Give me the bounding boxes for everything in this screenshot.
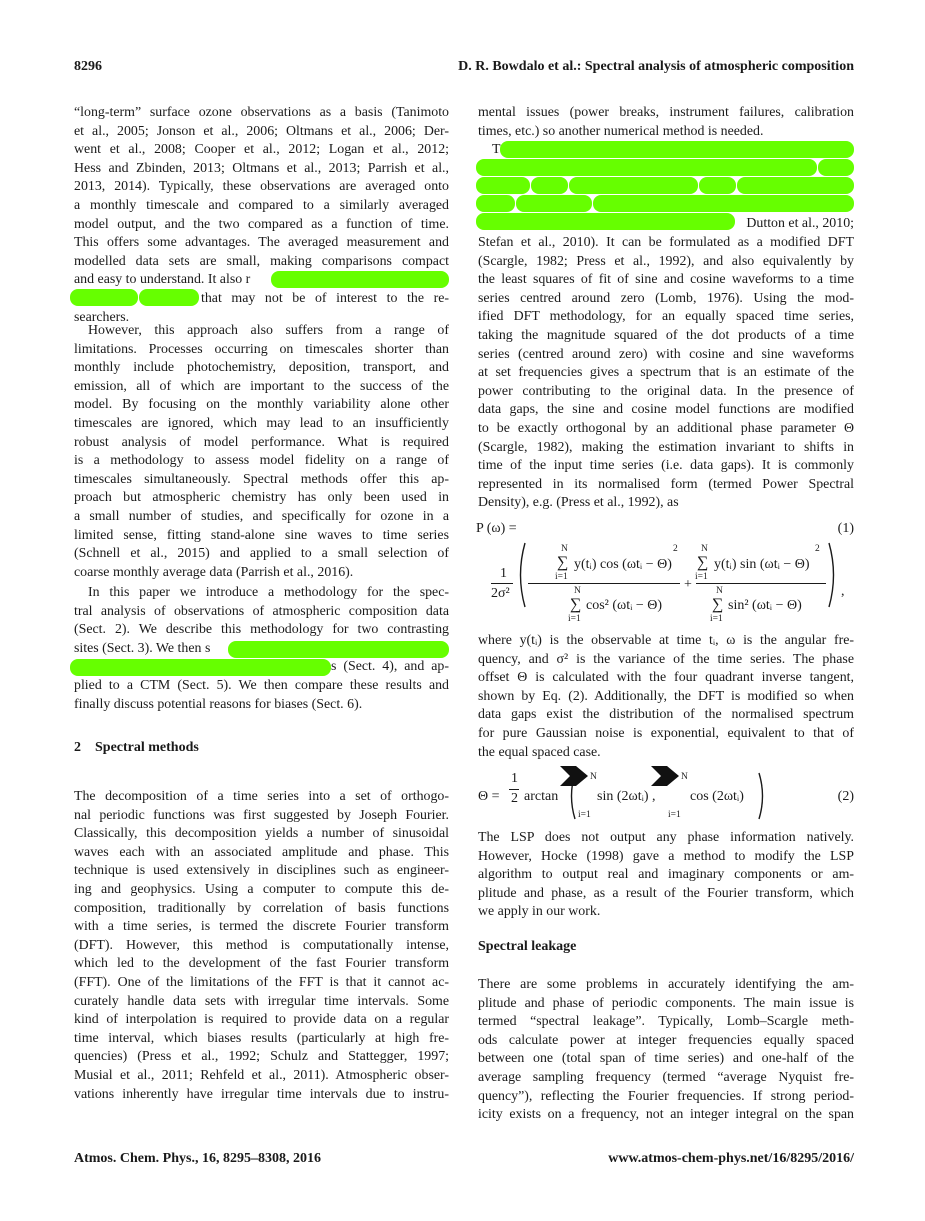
- eq1-denominator-1: cos² (ωtᵢ − Θ): [586, 598, 663, 613]
- text-line: average sampling frequency (termed “average Nyquist fre-: [478, 1070, 854, 1085]
- eq2-half-den: 2: [511, 791, 518, 806]
- text-line: Classically, this decomposition yields a number of sinusoidal: [74, 826, 449, 842]
- text-line: sites (Sect. 3). We then s: [74, 640, 211, 656]
- text-line: ified DFT methodology, for an equally spaced time series,: [478, 309, 854, 325]
- highlight-box: [70, 289, 138, 306]
- eq1-prefactor-den: 2σ²: [491, 586, 510, 601]
- text-line: which led to the development of the fast Fourier transform: [74, 956, 449, 972]
- highlight-box: [271, 271, 449, 288]
- text-line: quency”), reflecting the Fourier frequencies. If strong period-: [478, 1088, 854, 1104]
- highlight-box: [500, 141, 854, 158]
- text-line: plitude and phase, as a result of the Fourier transform, which: [478, 885, 854, 901]
- text-line: where y(tᵢ) is the observable at time tᵢ, ω is the angular fre-: [478, 633, 854, 648]
- highlight-box: [70, 659, 331, 676]
- eq1-number: (1): [837, 521, 854, 536]
- text-line: curately handle data sets with irregular time intervals. Some: [74, 993, 449, 1009]
- text-line: composition, traditionally by correlation of basis functions: [74, 900, 449, 916]
- text-line: plitude and phase of periodic components. The main issue is: [478, 995, 854, 1011]
- text-line: robust analysis of model performance. What is required: [74, 434, 449, 450]
- text-line: (Sect. 2). We describe this methodology for two contrasting: [74, 622, 449, 638]
- power: 2: [673, 544, 678, 554]
- text-line: and easy to understand. It also r: [74, 272, 251, 288]
- sum-upper: N: [681, 772, 688, 782]
- eq1-left-paren-icon: [515, 542, 527, 608]
- text-line: at set frequencies gives a spectrum that is an estimate of the: [478, 365, 854, 381]
- text-line: Dutton et al., 2010;: [746, 216, 854, 232]
- text-line: a small number of studies, and specifically for ozone in a: [74, 509, 449, 524]
- sum-glyph-icon: [560, 764, 590, 788]
- sum-lower: i=1: [695, 572, 708, 582]
- text-line: quencies) (Press et al., 1992; Schulz and Stattegger, 1997;: [74, 1049, 449, 1065]
- text-line: tral analysis of observations of atmospheric composition data: [74, 603, 449, 619]
- sum-upper: N: [716, 586, 723, 596]
- text-line: shown by Eq. (2). Additionally, the DFT is modified so when: [478, 688, 854, 704]
- eq2-term-1: sin (2ωtᵢ) ,: [597, 789, 656, 804]
- text-line: series centred around zero (Lomb, 1976). Using the mod-: [478, 290, 854, 306]
- text-line: This offers some advantages. The averaged measurement and: [74, 235, 449, 251]
- section-number: 2: [74, 740, 81, 755]
- sum-upper: N: [574, 586, 581, 596]
- text-line: times, etc.) so another numerical method is needed.: [478, 123, 764, 139]
- text-line: modelled data sets are small, making comparisons compact: [74, 253, 449, 269]
- text-line: algorithm to output real and imaginary components or am-: [478, 867, 854, 883]
- text-line: for pure Gaussian noise is exponential, equivalent to that of: [478, 726, 854, 741]
- text-line: is a methodology to assess model fidelity on a range of: [74, 453, 449, 469]
- highlight-box: [476, 213, 735, 230]
- eq1-prefactor-num: 1: [500, 566, 507, 581]
- section-heading: [74, 740, 199, 756]
- plus: +: [684, 577, 692, 592]
- eq1-lhs: P (ω) =: [476, 521, 517, 536]
- text-line: time of the input time series (i.e. data gaps). It is commonly: [478, 458, 854, 474]
- highlight-box: [569, 177, 698, 194]
- text-line: the least squares of fit of sine and cosine waveforms to a time: [478, 272, 854, 288]
- journal-citation: Atmos. Chem. Phys., 16, 8295–8308, 2016: [74, 1151, 321, 1166]
- sum-lower: i=1: [555, 572, 568, 582]
- text-line: There are some problems in accurately identifying the am-: [478, 977, 854, 992]
- text-line: limited sense, fitting stand-alone sine waves to time series: [74, 527, 449, 543]
- text-line: emission, all of which are important to the success of the: [74, 378, 449, 394]
- text-line: Stefan et al., 2010). It can be formulated as a modified DFT: [478, 235, 854, 250]
- running-title: D. R. Bowdalo et al.: Spectral analysis of atmospheric composition: [458, 59, 854, 74]
- subsection-heading: Spectral leakage: [478, 939, 577, 954]
- text-line: et al., 2005; Jonson et al., 2006; Oltmans et al., 2006; Der-: [74, 123, 449, 139]
- text-line: series (centred around zero) with cosine and sine waveforms: [478, 346, 854, 362]
- text-line: proach but atmospheric chemistry has only been used in: [74, 490, 449, 506]
- eq2-term-2: cos (2ωtᵢ): [690, 789, 744, 804]
- text-line: represented in its normalised form (termed Power Spectral: [478, 476, 854, 492]
- text-line: taking the magnitude squared of the dot products of a time: [478, 328, 854, 343]
- sum-upper: N: [561, 544, 568, 554]
- text-line: kind of interpolation is required to provide data on a regular: [74, 1012, 449, 1028]
- highlight-box: [228, 641, 449, 658]
- eq1-numerator-1: y(tᵢ) cos (ωtᵢ − Θ): [574, 557, 672, 572]
- eq2-arctan: arctan: [524, 789, 559, 804]
- sum-symbol: ∑: [570, 596, 582, 613]
- journal-url[interactable]: www.atmos-chem-phys.net/16/8295/2016/: [608, 1151, 854, 1166]
- text-line: that may not be of interest to the re-: [201, 291, 449, 306]
- text-line: vations inherently have irregular time intervals due to instru-: [74, 1086, 449, 1102]
- highlight-box: [699, 177, 736, 194]
- eq2-lhs: Θ =: [478, 789, 500, 804]
- text-line: model. By focusing on the monthly variability alone other: [74, 397, 449, 413]
- sum-lower: i=1: [578, 810, 591, 820]
- text-line: ing and geophysics. Using a computer to compute this de-: [74, 882, 449, 897]
- eq2-number: (2): [837, 789, 854, 804]
- text-line: The decomposition of a time series into a set of orthogo-: [74, 789, 449, 804]
- text-line: searchers.: [74, 309, 130, 325]
- sum-lower: i=1: [710, 614, 723, 624]
- text-line: timescales simultaneously. Spectral methods offer this ap-: [74, 471, 449, 487]
- sum-glyph-icon: [651, 764, 681, 788]
- sum-lower: i=1: [568, 614, 581, 624]
- text-line: (Scargle, 1982), making the estimation invariant to shifts in: [478, 439, 854, 455]
- highlight-box: [139, 289, 199, 306]
- text-line: s (Sect. 4), and ap-: [331, 659, 449, 675]
- text-line: 2013, 2014). Typically, these observations are averaged onto: [74, 179, 449, 195]
- text-line: the equal spaced case.: [478, 744, 601, 760]
- text-line: However, Hocke (1998) gave a method to modify the LSP: [478, 848, 854, 864]
- page-number: 8296: [74, 59, 102, 74]
- text-line: offset Θ is calculated with the four quadrant inverse tangent,: [478, 670, 854, 686]
- highlight-box: [818, 159, 854, 176]
- text-line: data gaps exist the distribution of the normalised spectrum: [478, 707, 854, 723]
- comma: ,: [841, 584, 845, 599]
- highlight-box: [593, 195, 854, 212]
- text-line: nal periodic functions was first suggested by Joseph Fourier.: [74, 807, 449, 823]
- eq2-right-paren-icon: [757, 772, 767, 820]
- text-line: went et al., 2008; Cooper et al., 2012; Logan et al., 2012;: [74, 142, 449, 158]
- text-line: ods calculate power at integer frequencies equally spaced: [478, 1032, 854, 1048]
- text-line: Density), e.g. (Press et al., 1992), as: [478, 495, 679, 511]
- sum-symbol: ∑: [712, 596, 724, 613]
- section-title: Spectral methods: [95, 740, 199, 755]
- highlight-box: [516, 195, 592, 212]
- text-line: we apply in our work.: [478, 904, 601, 920]
- text-line: Hess and Zbinden, 2013; Oltmans et al., 2013; Parrish et al.,: [74, 160, 449, 176]
- text-line: coarse monthly average data (Parrish et al., 2016).: [74, 564, 354, 580]
- text-line: with a time series, is termed the discrete Fourier transform: [74, 919, 449, 935]
- text-line: The LSP does not output any phase information natively.: [478, 830, 854, 845]
- text-line: “long-term” surface ozone observations as a basis (Tanimoto: [74, 105, 449, 120]
- sum-lower: i=1: [668, 810, 681, 820]
- eq2-half-num: 1: [511, 771, 518, 786]
- text-line: In this paper we introduce a methodology for the spec-: [88, 585, 449, 600]
- eq1-right-paren-icon: [827, 542, 839, 608]
- sum-upper: N: [701, 544, 708, 554]
- text-line: model output, and the two compared as a function of time.: [74, 216, 449, 232]
- text-line: timescales are ignored, which may lead to an insufficiently: [74, 416, 449, 431]
- text-line: time interval, which biases results (particularly at high fre-: [74, 1030, 449, 1046]
- text-line: (Scargle, 1982; Press et al., 1992), and also equivalently by: [478, 253, 854, 269]
- text-line: plied to a CTM (Sect. 5). We then compare these results and: [74, 678, 449, 693]
- highlight-box: [476, 177, 530, 194]
- text-line: quency, and σ² is the variance of the time series. The phase: [478, 651, 854, 667]
- text-line: limitations. Processes occurring on timescales shorter than: [74, 341, 449, 357]
- eq1-denominator-2: sin² (ωtᵢ − Θ): [728, 598, 802, 613]
- text-line: between one (total span of time series) and one-half of the: [478, 1051, 854, 1067]
- text-line: (Schnell et al., 2015) and applied to a small selection of: [74, 546, 449, 562]
- text-line: However, this approach also suffers from a range of: [88, 323, 449, 338]
- text-line: mental issues (power breaks, instrument failures, calibration: [478, 105, 854, 120]
- sum-upper: N: [590, 772, 597, 782]
- highlight-box: [476, 195, 515, 212]
- text-line: monthly include photochemistry, deposition, transport, and: [74, 360, 449, 376]
- power: 2: [815, 544, 820, 554]
- text-line: data gaps, the sine and cosine model functions are modified: [478, 402, 854, 418]
- text-line: a monthly timescale and compared to a similarly averaged: [74, 198, 449, 213]
- text-line: icity exists on a frequency, not an integer integral on the span: [478, 1107, 854, 1123]
- text-line: waves each with an associated amplitude and phase. This: [74, 844, 449, 860]
- text-line: to be exactly orthogonal by an additional phase parameter Θ: [478, 421, 854, 436]
- text-line: (DFT). However, this method is computationally intense,: [74, 937, 449, 953]
- highlight-box: [476, 159, 817, 176]
- eq1-numerator-2: y(tᵢ) sin (ωtᵢ − Θ): [714, 557, 810, 572]
- text-line: Musial et al., 2011; Rehfeld et al., 2011). Atmospheric obser-: [74, 1068, 449, 1083]
- text-line: finally discuss potential reasons for biases (Sect. 6).: [74, 696, 363, 712]
- text-line: (FFT). One of the limitations of the FFT is that it cannot ac-: [74, 975, 449, 990]
- sum-symbol: ∑: [697, 554, 709, 571]
- highlight-box: [737, 177, 854, 194]
- sum-symbol: ∑: [557, 554, 569, 571]
- text-line: power contributing to the original data. In the presence of: [478, 383, 854, 399]
- text-line: T: [492, 142, 501, 157]
- text-line: technique is used extensively in disciplines such as engineer-: [74, 863, 449, 879]
- text-line: termed “spectral leakage”. Typically, Lomb–Scargle meth-: [478, 1014, 854, 1030]
- highlight-box: [531, 177, 568, 194]
